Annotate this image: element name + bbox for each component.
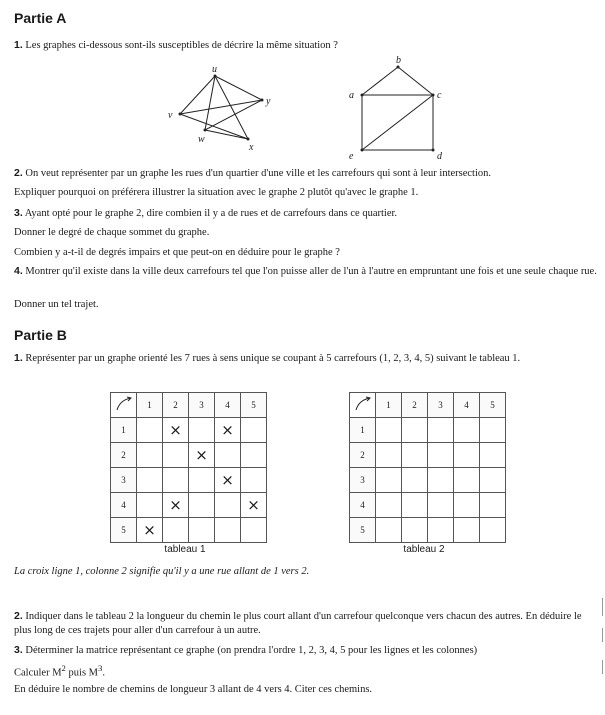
table-row (350, 418, 506, 443)
table-cell (376, 518, 402, 543)
cross-mark-cell: × (215, 418, 241, 443)
row-header: 3 (350, 468, 376, 493)
table-cell (137, 468, 163, 493)
row-header: 4 (350, 493, 376, 518)
table-cell (376, 418, 402, 443)
table-row (111, 443, 267, 468)
table-cell (137, 418, 163, 443)
part-a-question-3: 3. Ayant opté pour le graphe 2, dire combien il y a de rues et de carrefours dans ce quartier. (14, 207, 398, 219)
column-header: 5 (241, 393, 267, 418)
table-cell (402, 443, 428, 468)
table-cell (454, 518, 480, 543)
part-a-question-2-detail: Expliquer pourquoi on préférera illustrer la situation avec le graphe 2 plutôt qu'avec le graphe 1. (14, 187, 419, 198)
graph-2 (340, 55, 450, 163)
table-cell (137, 493, 163, 518)
table-cell (480, 443, 506, 468)
vertex-c-label: c (437, 90, 442, 101)
table-cell (454, 443, 480, 468)
part-b-question-3-detail-2: En déduire le nombre de chemins de longueur 3 allant de 4 vers 4. Citer ces chemins. (14, 684, 373, 695)
column-header: 2 (163, 393, 189, 418)
table-row (350, 468, 506, 493)
table-cell (189, 518, 215, 543)
part-b-question-1: 1. Représenter par un graphe orienté les 7 rues à sens unique se coupant à 5 carrefours (1, 2, 3, 4, 5) suivant le tableau 1. (14, 352, 521, 364)
table-cell (189, 493, 215, 518)
table-cell (137, 443, 163, 468)
table-1-caption: tableau 1 (164, 544, 206, 555)
table-cell (402, 518, 428, 543)
part-b-question-3: 3. Déterminer la matrice représentant ce graphe (on prendra l'ordre 1, 2, 3, 4, 5 pour les lignes et les colonnes) (14, 644, 478, 656)
table-cell (163, 443, 189, 468)
part-a-question-3-detail-1: Donner le degré de chaque sommet du graphe. (14, 227, 210, 238)
table-cell (454, 468, 480, 493)
row-header: 2 (350, 443, 376, 468)
table-cell (480, 468, 506, 493)
table-row (111, 418, 267, 443)
table-cell (163, 468, 189, 493)
table-row (350, 518, 506, 543)
cross-mark-cell: × (215, 468, 241, 493)
table-row (111, 518, 267, 543)
table-cell (428, 518, 454, 543)
vertex-w-label: w (198, 134, 205, 145)
row-header: 3 (111, 468, 137, 493)
table-cell (163, 518, 189, 543)
column-header: 3 (189, 393, 215, 418)
column-header: 1 (137, 393, 163, 418)
row-header: 2 (111, 443, 137, 468)
table-cell (215, 443, 241, 468)
table-cell (402, 493, 428, 518)
table-row (111, 468, 267, 493)
margin-rule (602, 628, 603, 642)
cross-mark-cell: × (241, 493, 267, 518)
table-cell (241, 468, 267, 493)
table-cell (428, 443, 454, 468)
vertex-a-label: a (349, 90, 354, 101)
part-b-question-3-detail-1: Calculer $M^2$ puis $M^3$. (14, 663, 105, 679)
table-2-caption: tableau 2 (403, 544, 445, 555)
column-header: 4 (454, 393, 480, 418)
part-b-question-2: 2. Indiquer dans le tableau 2 la longueur du chemin le plus court allant d'un carrefour quelconque vers chacun des autres. En déduire le plus long de ces trajets pour aller d'un carrefour à un autre. (14, 610, 582, 636)
graph-1 (160, 62, 280, 157)
table-row (111, 493, 267, 518)
cross-mark-cell: × (163, 418, 189, 443)
vertex-e-label: e (349, 151, 354, 162)
part-a-question-1: 1. Les graphes ci-dessous sont-ils susceptibles de décrire la même situation ? (14, 39, 338, 51)
part-a-question-4-detail: Donner un tel trajet. (14, 299, 99, 310)
row-header: 1 (350, 418, 376, 443)
table-row (350, 443, 506, 468)
row-header: 5 (350, 518, 376, 543)
table-cell (215, 493, 241, 518)
vertex-x-label: x (249, 142, 254, 153)
table-cell (480, 418, 506, 443)
table-2 (349, 392, 506, 543)
table-cell (376, 468, 402, 493)
table-corner-cell (350, 393, 376, 418)
part-a-title: Partie A (14, 10, 67, 26)
cross-mark-cell: × (137, 518, 163, 543)
vertex-u-label: u (212, 64, 217, 75)
table-row (350, 493, 506, 518)
table-cell (376, 443, 402, 468)
part-a-question-2: 2. On veut représenter par un graphe les rues d'un quartier d'une ville et les carrefours qui sont à leur intersection. (14, 167, 492, 179)
vertex-y-label: y (266, 96, 271, 107)
table-cell (428, 418, 454, 443)
margin-rule (602, 598, 603, 616)
row-header: 5 (111, 518, 137, 543)
column-header: 2 (402, 393, 428, 418)
row-header: 1 (111, 418, 137, 443)
table-cell (454, 493, 480, 518)
table-cell (428, 468, 454, 493)
vertex-v-label: v (168, 110, 173, 121)
cross-mark-cell: × (189, 443, 215, 468)
table-cell (189, 418, 215, 443)
table-cell (480, 493, 506, 518)
row-header: 4 (111, 493, 137, 518)
part-a-question-3-detail-2: Combien y a-t-il de degrés impairs et que peut-on en déduire pour le graphe ? (14, 247, 340, 258)
table-cell (480, 518, 506, 543)
table-cell (241, 518, 267, 543)
table-cell (376, 493, 402, 518)
table-cell (241, 443, 267, 468)
cross-mark-cell: × (163, 493, 189, 518)
table-cell (402, 468, 428, 493)
column-header: 4 (215, 393, 241, 418)
table-corner-cell (111, 393, 137, 418)
column-header: 1 (376, 393, 402, 418)
table-cell (241, 418, 267, 443)
part-b-note: La croix ligne 1, colonne 2 signifie qu'il y a une rue allant de 1 vers 2. (14, 566, 310, 577)
table-cell (402, 418, 428, 443)
table-1 (110, 392, 267, 543)
part-b-title: Partie B (14, 327, 67, 343)
column-header: 5 (480, 393, 506, 418)
part-a-question-4: 4. Montrer qu'il existe dans la ville deux carrefours tel que l'on puisse aller de l'un à l'autre en empruntant une fois et une seule chaque rue. (14, 265, 597, 277)
vertex-d-label: d (437, 151, 442, 162)
table-cell (428, 493, 454, 518)
margin-rule (602, 660, 603, 674)
vertex-b-label: b (396, 55, 401, 66)
table-cell (454, 418, 480, 443)
table-cell (189, 468, 215, 493)
column-header: 3 (428, 393, 454, 418)
table-cell (215, 518, 241, 543)
